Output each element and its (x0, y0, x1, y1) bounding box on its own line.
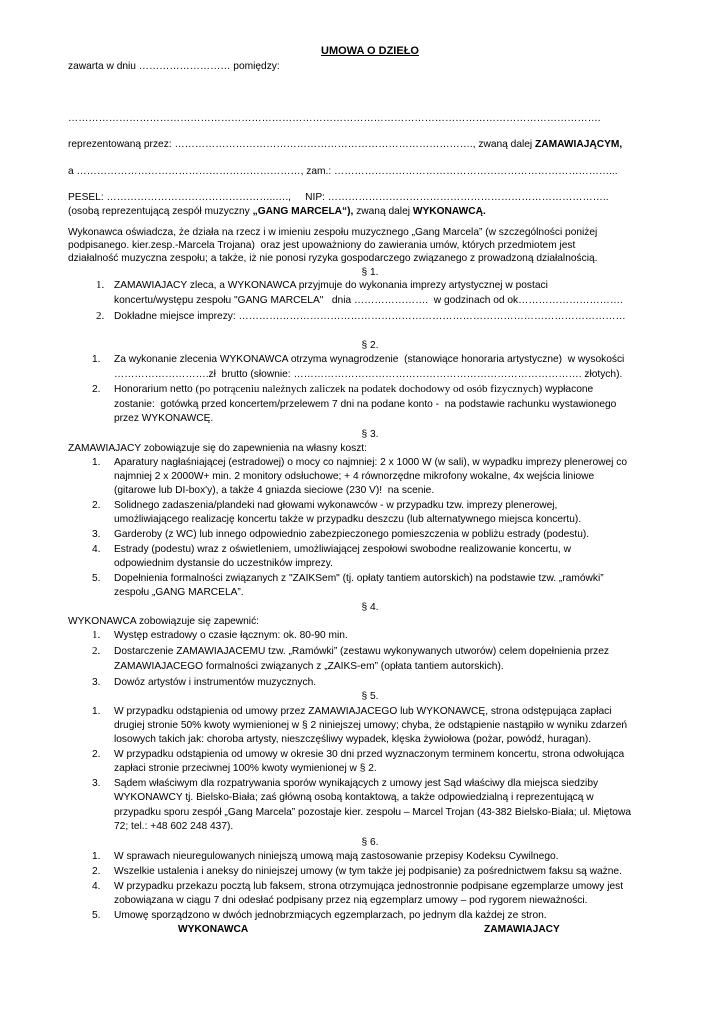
list-item-line: zobowiązana w ciągu 7 dni odesłać podpisany przez nią egzemplarz umowy – pod rygorem nieważności. (114, 895, 588, 906)
list-item-line: Za wykonanie zlecenia WYKONAWCA otrzyma wynagrodzenie (stanowiące honoraria artystyczne) w wysokości (114, 354, 625, 365)
section-heading: § 2. (361, 340, 379, 351)
section-heading: § 4. (361, 602, 379, 613)
signature-wykonawca: WYKONAWCA (178, 924, 249, 935)
list-number: 4. (92, 544, 101, 555)
contractor-text: (osobą reprezentującą zespół muzyczny (68, 206, 253, 217)
list-item-line: W przypadku odstąpienia od umowy w okresie 30 dni przed wyznaczonym terminem koncertu, strona odwołująca (114, 749, 625, 760)
list-item-line: Występ estradowy o czasie łącznym: ok. 80-90 min. (114, 630, 348, 641)
list-item-line: Aparatury nagłaśniającej (estradowej) o mocy co najmniej: 2 x 1000 W (w sali), w wypadku imprezy plenerowej co (114, 457, 627, 468)
list-number: 3. (92, 677, 101, 688)
list-number: 2. (92, 500, 101, 511)
list-item-line: Estrady (podestu) wraz z oświetleniem, umożliwiającej zespołowi swobodne realizowanie koncertu, w (114, 544, 571, 555)
honorarium-text: Honorarium netto (114, 384, 196, 395)
list-number: 5. (92, 573, 101, 584)
represented-by-line (68, 138, 622, 152)
list-number: 2. (92, 384, 101, 395)
party-name-line: …………………………………………………………………………………………………………………………………………. (68, 113, 601, 124)
represented-by-text: reprezentowaną przez: ……………………………………………………………………………., zwaną dalej (68, 139, 536, 150)
section-intro: ZAMAWIAJACY zobowiązuje się do zapewnienia na własny koszt: (68, 443, 367, 454)
list-item-line: losowych takich jak: choroba artysty, nieszczęśliwy wypadek, klęska żywiołowa (pożar, powódź, huragan). (114, 734, 592, 745)
contract-date-line: zawarta w dniu ……………………… pomiędzy: (68, 61, 280, 72)
list-item-line: W przypadku odstąpienia od umowy przez ZAMAWIAJACEGO lub WYKONAWCĘ, strona odstępująca zapłaci (114, 706, 612, 717)
list-item-line: umożliwiającego realizację koncertu także w przypadku deszczu (lub alternatywnego miejsca koncertu). (114, 514, 582, 525)
list-number: 1. (92, 851, 101, 862)
list-item-line: Dopełnienia formalności związanych z "ZAIKSem" (tj. opłaty tantiem autorskich) na podstawie tzw. „ramówki” (114, 573, 604, 584)
list-item-line: Wszelkie ustalenia i aneksy do niniejszej umowy (w tym także jej podpisanie) za pośrednictwem faksu są ważne. (114, 866, 622, 877)
list-item-line: 72; tel.: +48 602 248 437). (114, 821, 234, 832)
list-item-line: zostanie: gotówką przed koncertem/przelewem 7 dni na podane konto - na podstawie rachunku wystawionego (114, 399, 617, 410)
section-heading: § 6. (361, 837, 379, 848)
honorarium-note: (po potrąceniu należnych zaliczek na podatek dochodowy od osób fizycznych) (195, 383, 543, 395)
list-item-line: Umowę sporządzono w dwóch jednobrzmiących egzemplarzach, po jednym dla każdej ze stron. (114, 910, 547, 921)
list-number: 1. (92, 629, 101, 641)
page-title: UMOWA O DZIEŁO (321, 45, 419, 57)
intro-line: działalność muzyczna zespołu; a także, iż nie ponosi ryzyka gospodarczego związanego z prowadzoną działalnością. (68, 253, 598, 264)
list-number: 1. (92, 706, 101, 717)
list-item-line: ZAMAWIAJACY zleca, a WYKONAWCA przyjmuje do wykonania imprezy artystycznej w postaci (114, 280, 548, 291)
section-heading: § 3. (361, 429, 379, 440)
list-item-line: (gitarowe lub DI-box'y), a także 4 gniazda sieciowe (230 V)! na scenie. (114, 485, 435, 496)
list-item-line: Dostarczenie ZAMAWIAJACEMU tzw. „Ramówki” (zestawu wykonywanych utworów) celem dopełnienia przez (114, 646, 610, 657)
list-item-line: koncertu/występu zespołu "GANG MARCELA" dnia …………………. w godzinach od ok…………………………. (114, 295, 623, 306)
list-item-line: W sprawach nieuregulowanych niniejszą umową mają zastosowanie przepisy Kodeksu Cywilnego. (114, 851, 559, 862)
list-item-line: Garderoby (z WC) lub innego odpowiednio zabezpieczonego pomieszczenia w pobliżu estrady (podestu). (114, 529, 590, 540)
band-name: „GANG MARCELA“), (252, 206, 354, 217)
list-number: 3. (92, 778, 101, 789)
intro-line: Wykonawca oświadcza, że działa na rzecz i w imieniu zespołu muzycznego „Gang Marcela” (w szczególności poniżej (68, 227, 598, 238)
list-item-line: przypadku sporu zespół „Gang Marcela” pozostaje kier. zespołu – Marcel Trojan (43-382 Bielsko-Biała; ul. Miętowa (114, 807, 631, 818)
address-line: a …………………………………………………………, zam.: ………………………………………………………………………... (68, 166, 618, 177)
list-item-line: Sądem właściwym dla rozpatrywania sporów wynikających z umowy jest Sąd właściwy dla miejsca siedziby (114, 778, 599, 789)
list-number: 4. (92, 881, 101, 892)
list-item-line: zespołu „GANG MARCELA”. (114, 587, 244, 598)
list-item-line (114, 383, 593, 397)
list-number: 1. (96, 279, 105, 291)
list-item-line: ZAMAWIAJACEGO formalności związanych z „ZAIKS-em” (opłata tantiem autorskich). (114, 661, 504, 672)
list-number: 2. (92, 645, 101, 657)
zamawiajacy-label: ZAMAWIAJĄCYM, (535, 139, 623, 150)
list-number: 5. (92, 910, 101, 921)
section-intro: WYKONAWCA zobowiązuje się zapewnić: (68, 616, 259, 627)
honorarium-tail: wypłacone (542, 384, 594, 395)
signature-zamawiajacy: ZAMAWIAJACY (484, 924, 560, 935)
list-item-line: Solidnego zadaszenia/plandeki nad głowami wykonawców - w przypadku tzw. imprezy plenerowej, (114, 500, 558, 511)
wykonawca-label: WYKONAWCĄ. (412, 206, 486, 217)
list-number: 3. (92, 529, 101, 540)
list-number: 2. (96, 310, 105, 322)
list-item-line: Dowóz artystów i instrumentów muzycznych. (114, 677, 317, 688)
section-heading: § 5. (361, 691, 379, 702)
contractor-mid-text: zwaną dalej (353, 206, 413, 217)
list-item-line: WYKONAWCY tj. Bielsko-Biała; zaś główną osobą kontaktową, a także odpowiedzialną i reprezentującą w (114, 792, 594, 803)
list-number: 2. (92, 749, 101, 760)
list-number: 2. (92, 866, 101, 877)
list-number: 1. (92, 354, 101, 365)
intro-line: podpisanego. kier.zesp.-Marcela Trojana) oraz jest upoważniony do zawierania umów, których przedmiotem jest (68, 240, 576, 251)
list-item-line: przez WYKONAWCĘ. (114, 413, 214, 424)
list-item-line: odpowiednim dystansie do uczestników imprezy. (114, 558, 333, 569)
contractor-line (68, 205, 486, 219)
section-heading: § 1. (361, 267, 379, 278)
list-item-line: drugiej stronie 50% kwoty wymienionej w § 2 niniejszej umowy; chyba, że odstąpienie nastąpiło w wyniku zdarzeń (114, 720, 628, 731)
list-item-line: zapłaci stronie przeciwnej 100% kwoty wymienionej w § 2. (114, 763, 377, 774)
list-item-line: ……………………….zł brutto (słownie: …………………………………………………………………………. złotych). (114, 369, 623, 380)
list-item-line: W przypadku przekazu pocztą lub faksem, strona otrzymująca jednostronnie podpisane egzemplarze umowy jest (114, 881, 624, 892)
list-item-line: Dokładne miejsce imprezy: …………………………………………………………………………………………………… (114, 311, 626, 322)
list-item-line: najmniej 2 x 2000W+ min. 2 monitory odsłuchowe; + 4 równorzędne mikrofony wokalne, 4x wejścia liniowe (114, 471, 595, 482)
pesel-nip-line: PESEL: …………………………………………..…., NIP: ……………………………………………………………………….. (68, 192, 609, 203)
list-number: 1. (92, 457, 101, 468)
